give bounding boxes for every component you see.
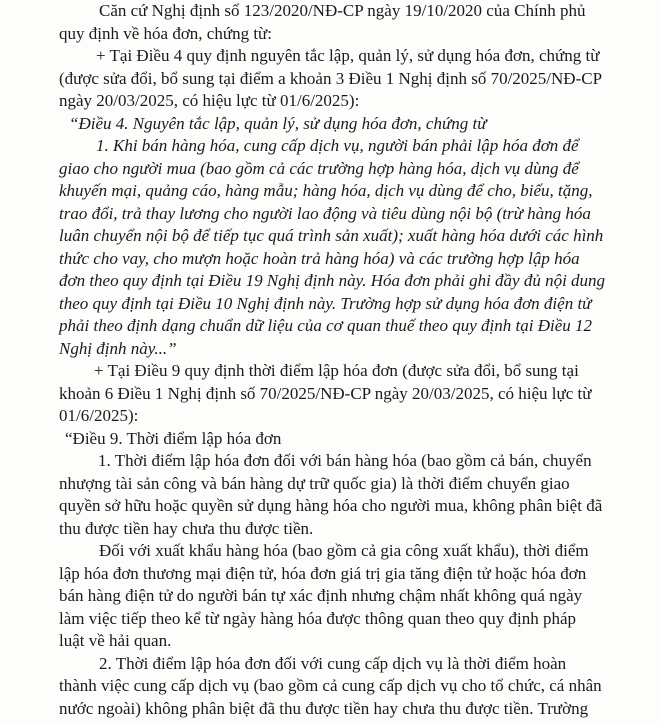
text-line: thu được tiền hay chưa thu được tiền.	[59, 518, 314, 538]
text-line: + Tại Điều 4 quy định nguyên tắc lập, quản lý, sử dụng hóa đơn, chứng từ	[96, 46, 600, 65]
text-line: thức cho vay, cho mượn hoặc hoàn trả hàng hóa) và các trường hợp lập hóa	[59, 248, 580, 268]
text-line: 01/6/2025):	[59, 406, 139, 425]
text-line: bán hàng điện tử do người bán tự xác định nhưng chậm nhất không quá ngày	[59, 586, 583, 605]
text-line: (được sửa đổi, bổ sung tại điểm a khoản 3 Điều 1 Nghị định số 70/2025/NĐ-CP	[59, 68, 603, 88]
text-line: quyền sở hữu hoặc quyền sử dụng hàng hóa cho người mua, không phân biệt đã	[59, 496, 603, 515]
text-line: thành việc cung cấp dịch vụ (bao gồm cả cung cấp dịch vụ cho tổ chức, cá nhân	[59, 676, 602, 695]
text-line: Nghị định này...”	[59, 338, 177, 358]
text-line: 2. Thời điểm lập hóa đơn đối với cung cấp dịch vụ là thời điểm hoàn	[99, 653, 567, 673]
text-line: luật về hải quan.	[59, 631, 172, 650]
text-line: trao đổi, trả thay lương cho người lao động và tiêu dùng nội bộ (trừ hàng hóa	[59, 203, 591, 223]
text-line: luân chuyển nội bộ để tiếp tục quá trình sản xuất); xuất hàng hóa dưới các hình	[59, 226, 604, 245]
text-line: quy định về hóa đơn, chứng từ:	[59, 23, 272, 43]
text-line: + Tại Điều 9 quy định thời điểm lập hóa đơn (được sửa đổi, bổ sung tại	[94, 361, 579, 380]
text-line: lập hóa đơn thương mại điện tử, hóa đơn giá trị gia tăng điện tử hoặc hóa đơn	[59, 563, 587, 583]
text-line: Căn cứ Nghị định số 123/2020/NĐ-CP ngày 19/10/2020 của Chính phủ	[99, 1, 586, 20]
text-line: nhượng tài sản công và bán hàng dự trữ quốc gia) là thời điểm chuyển giao	[59, 473, 570, 493]
text-line: ngày 20/03/2025, có hiệu lực từ 01/6/2025):	[59, 91, 360, 110]
text-line: theo quy định tại Điều 10 Nghị định này. Trường hợp sử dụng hóa đơn điện tử	[59, 293, 592, 313]
text-line: “Điều 4. Nguyên tắc lập, quản lý, sử dụng hóa đơn, chứng từ	[69, 113, 487, 133]
text-line: giao cho người mua (bao gồm cả các trường hợp hàng hóa, dịch vụ dùng để	[59, 158, 579, 178]
text-line: Đối với xuất khẩu hàng hóa (bao gồm cả gia công xuất khẩu), thời điểm	[99, 541, 589, 560]
text-line: phải theo định dạng chuẩn dữ liệu của cơ quan thuế theo quy định tại Điều 12	[59, 316, 592, 335]
text-line: khuyến mại, quảng cáo, hàng mẫu; hàng hóa, dịch vụ dùng để cho, biếu, tặng,	[59, 181, 593, 200]
text-line: nước ngoài) không phân biệt đã thu được tiền hay chưa thu được tiền. Trường	[59, 698, 589, 718]
text-line: khoản 6 Điều 1 Nghị định số 70/2025/NĐ-CP ngày 20/03/2025, có hiệu lực từ	[59, 383, 592, 403]
text-line: 1. Khi bán hàng hóa, cung cấp dịch vụ, người bán phải lập hóa đơn để	[96, 136, 579, 155]
text-line: đơn theo quy định tại Điều 19 Nghị định này. Hóa đơn phải ghi đầy đủ nội dung	[59, 271, 606, 290]
text-line: “Điều 9. Thời điểm lập hóa đơn	[65, 428, 282, 448]
text-line: 1. Thời điểm lập hóa đơn đối với bán hàng hóa (bao gồm cả bán, chuyển	[98, 451, 592, 470]
text-line: làm việc tiếp theo kể từ ngày hàng hóa được thông quan theo quy định pháp	[59, 608, 576, 628]
